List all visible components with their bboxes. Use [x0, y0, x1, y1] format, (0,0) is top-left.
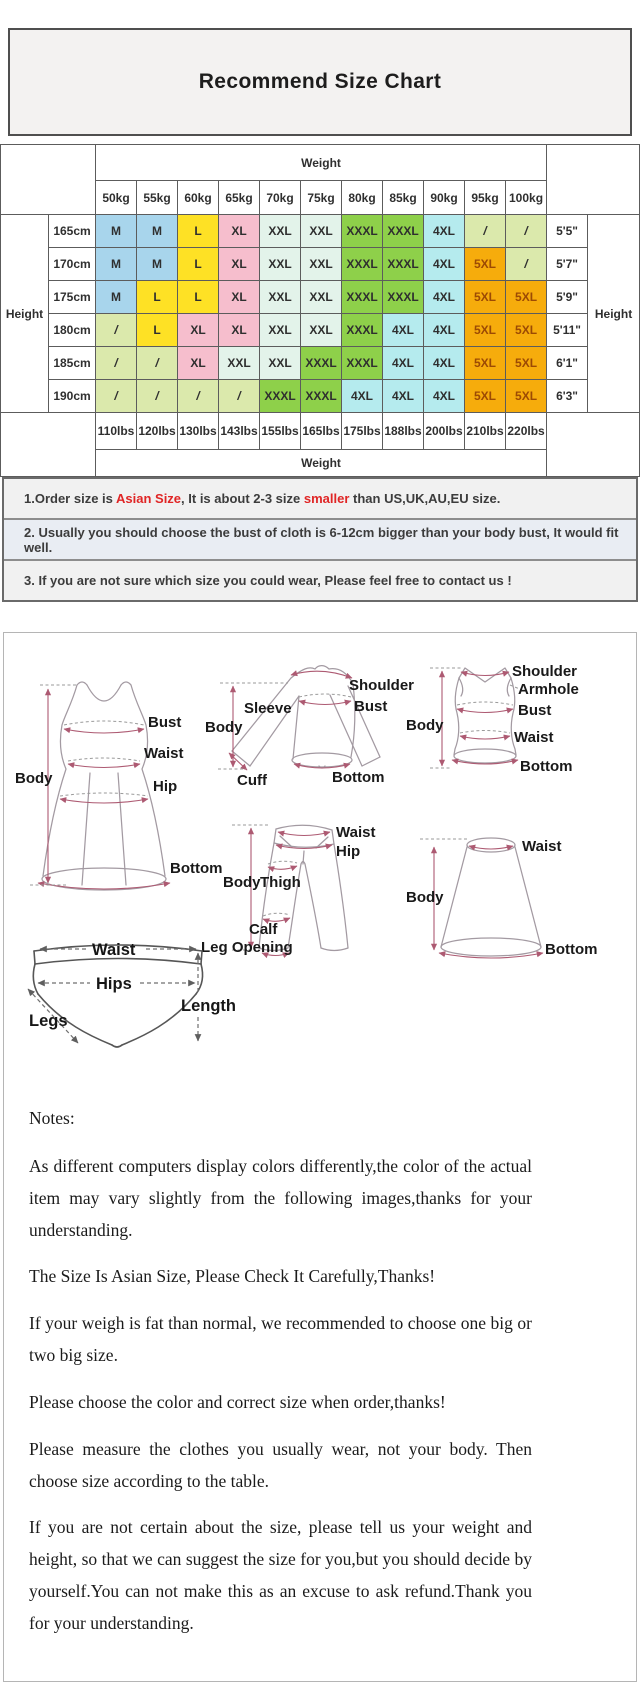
size-cell-r1-c9: 5XL: [465, 248, 506, 281]
smaller-highlight: smaller: [303, 491, 350, 506]
kg-header-1: 55kg: [137, 181, 178, 215]
size-cell-r3-c3: XL: [219, 314, 260, 347]
vest-body-label: Body: [406, 717, 444, 734]
kg-header-9: 95kg: [465, 181, 506, 215]
measurement-guide-panel: [3, 632, 637, 1682]
skirt-body-label: Body: [406, 889, 444, 906]
skirt-diagram: [406, 838, 598, 958]
kg-header-2: 60kg: [178, 181, 219, 215]
size-cell-r0-c8: 4XL: [424, 215, 465, 248]
kg-header-5: 75kg: [301, 181, 342, 215]
size-cell-r4-c9: 5XL: [465, 347, 506, 380]
size-cell-r1-c4: XXL: [260, 248, 301, 281]
order-note-1: [4, 479, 636, 518]
height-ft-2: 5'9": [547, 281, 588, 314]
bottom-notes-paragraphs: [29, 1151, 532, 1640]
height-ft-1: 5'7": [547, 248, 588, 281]
lbs-label-8: 200lbs: [424, 413, 465, 450]
bottom-note-paragraph-1: As different computers display colors differently,the color of the actual item may vary slightly from the following images,thanks for your understanding.: [29, 1155, 532, 1240]
dress-hip-label: Hip: [153, 778, 178, 795]
height-ft-4: 6'1": [547, 347, 588, 380]
size-cell-r4-c3: XXL: [219, 347, 260, 380]
size-cell-r0-c2: L: [178, 215, 219, 248]
page-title: Recommend Size Chart: [198, 70, 442, 93]
order-note-2-text: 2. Usually you should choose the bust of cloth is 6-12cm bigger than your body bust, It would fit well.: [24, 524, 619, 555]
briefs-length-label: Length: [181, 997, 236, 1015]
bottom-note-paragraph-2: The Size Is Asian Size, Please Check It Carefully,Thanks!: [29, 1266, 436, 1287]
briefs-hips-label: Hips: [96, 975, 132, 993]
size-cell-r0-c0: M: [96, 215, 137, 248]
top-bottom-label: Bottom: [332, 769, 385, 786]
size-cell-r2-c9: 5XL: [465, 281, 506, 314]
size-cell-r2-c10: 5XL: [506, 281, 547, 314]
size-cell-r0-c1: M: [137, 215, 178, 248]
order-note-2: [4, 518, 636, 559]
size-cell-r0-c5: XXL: [301, 215, 342, 248]
size-cell-r2-c5: XXL: [301, 281, 342, 314]
size-cell-r3-c1: L: [137, 314, 178, 347]
table-corner-bottom-right: [547, 413, 640, 477]
size-cell-r2-c1: L: [137, 281, 178, 314]
size-cell-r5-c5: XXXL: [301, 380, 342, 413]
top-diagram: [205, 666, 414, 789]
lbs-label-7: 188lbs: [383, 413, 424, 450]
pants-thigh-label: Thigh: [260, 874, 301, 891]
bottom-notes: [29, 1103, 532, 1640]
lbs-label-0: 110lbs: [96, 413, 137, 450]
height-ft-5: 6'3": [547, 380, 588, 413]
briefs-waist-label: Waist: [92, 941, 136, 959]
vest-bust-label: Bust: [518, 702, 552, 719]
lbs-label-2: 130lbs: [178, 413, 219, 450]
size-cell-r4-c2: XL: [178, 347, 219, 380]
size-cell-r4-c0: /: [96, 347, 137, 380]
dress-diagram: [15, 682, 223, 890]
height-cm-4: 185cm: [49, 347, 96, 380]
size-cell-r5-c2: /: [178, 380, 219, 413]
height-label-left: Height: [1, 215, 49, 413]
dress-body-label: Body: [15, 770, 53, 787]
size-cell-r2-c6: XXXL: [342, 281, 383, 314]
vest-diagram: [406, 663, 579, 775]
height-ft-0: 5'5": [547, 215, 588, 248]
size-cell-r4-c6: XXXL: [342, 347, 383, 380]
size-cell-r0-c3: XL: [219, 215, 260, 248]
size-chart-table: [0, 144, 640, 477]
order-note-3: [4, 559, 636, 600]
size-cell-r1-c1: M: [137, 248, 178, 281]
size-cell-r5-c1: /: [137, 380, 178, 413]
skirt-bottom-label: Bottom: [545, 941, 598, 958]
size-cell-r0-c9: /: [465, 215, 506, 248]
height-label-right: Height: [588, 215, 640, 413]
size-cell-r5-c8: 4XL: [424, 380, 465, 413]
bottom-note-paragraph-5: Please measure the clothes you usually wear, not your body. Then choose size according to the table.: [29, 1438, 532, 1491]
size-cell-r4-c8: 4XL: [424, 347, 465, 380]
title-panel: [8, 28, 632, 136]
size-cell-r1-c0: M: [96, 248, 137, 281]
kg-header-3: 65kg: [219, 181, 260, 215]
bottom-note-paragraph-3: If your weigh is fat than normal, we recommended to choose one big or two big size.: [29, 1313, 532, 1366]
size-cell-r1-c6: XXXL: [342, 248, 383, 281]
pants-diagram: [201, 824, 375, 956]
dress-bust-label: Bust: [148, 714, 182, 731]
order-notes: [2, 477, 638, 602]
top-bust-label: Bust: [354, 698, 388, 715]
height-ft-3: 5'11": [547, 314, 588, 347]
top-body-label: Body: [205, 719, 243, 736]
size-cell-r4-c1: /: [137, 347, 178, 380]
height-cm-1: 170cm: [49, 248, 96, 281]
size-cell-r1-c2: L: [178, 248, 219, 281]
size-cell-r3-c7: 4XL: [383, 314, 424, 347]
size-cell-r5-c9: 5XL: [465, 380, 506, 413]
size-table-body: [1, 145, 640, 477]
size-cell-r3-c0: /: [96, 314, 137, 347]
lbs-label-6: 175lbs: [342, 413, 383, 450]
height-cm-0: 165cm: [49, 215, 96, 248]
size-cell-r2-c4: XXL: [260, 281, 301, 314]
order-note-3-text: 3. If you are not sure which size you could wear, Please feel free to contact us !: [24, 573, 512, 588]
size-cell-r5-c0: /: [96, 380, 137, 413]
size-cell-r3-c9: 5XL: [465, 314, 506, 347]
height-cm-2: 175cm: [49, 281, 96, 314]
lbs-label-4: 155lbs: [260, 413, 301, 450]
size-cell-r0-c7: XXXL: [383, 215, 424, 248]
kg-header-0: 50kg: [96, 181, 137, 215]
bottom-notes-heading: Notes:: [29, 1108, 75, 1128]
size-cell-r4-c7: 4XL: [383, 347, 424, 380]
size-cell-r4-c10: 5XL: [506, 347, 547, 380]
pants-waist-label: Waist: [336, 824, 376, 841]
size-cell-r1-c7: XXXL: [383, 248, 424, 281]
size-cell-r2-c2: L: [178, 281, 219, 314]
pants-calf-label: Calf: [249, 921, 278, 938]
kg-header-10: 100kg: [506, 181, 547, 215]
size-cell-r5-c7: 4XL: [383, 380, 424, 413]
size-cell-r3-c4: XXL: [260, 314, 301, 347]
dress-bottom-label: Bottom: [170, 860, 223, 877]
size-cell-r5-c6: 4XL: [342, 380, 383, 413]
kg-header-6: 80kg: [342, 181, 383, 215]
size-cell-r2-c0: M: [96, 281, 137, 314]
lbs-label-9: 210lbs: [465, 413, 506, 450]
size-cell-r1-c3: XL: [219, 248, 260, 281]
vest-armhole-label: Armhole: [518, 681, 579, 698]
bottom-note-paragraph-4: Please choose the color and correct size when order,thanks!: [29, 1391, 446, 1412]
vest-waist-label: Waist: [514, 729, 554, 746]
height-cm-3: 180cm: [49, 314, 96, 347]
lbs-label-5: 165lbs: [301, 413, 342, 450]
top-sleeve-label: Sleeve: [244, 700, 292, 717]
lbs-label-10: 220lbs: [506, 413, 547, 450]
size-cell-r2-c8: 4XL: [424, 281, 465, 314]
size-cell-r0-c6: XXXL: [342, 215, 383, 248]
size-cell-r3-c2: XL: [178, 314, 219, 347]
pants-hip-label: Hip: [336, 843, 361, 860]
size-cell-r1-c5: XXL: [301, 248, 342, 281]
kg-header-4: 70kg: [260, 181, 301, 215]
kg-header-8: 90kg: [424, 181, 465, 215]
size-cell-r4-c4: XXL: [260, 347, 301, 380]
table-corner-bottom-left: [1, 413, 96, 477]
table-corner-top-right: [547, 145, 640, 215]
table-corner-top-left: [1, 145, 96, 215]
size-cell-r1-c8: 4XL: [424, 248, 465, 281]
size-cell-r3-c10: 5XL: [506, 314, 547, 347]
briefs-diagram: [28, 941, 236, 1047]
size-cell-r3-c6: XXXL: [342, 314, 383, 347]
vest-bottom-label: Bottom: [520, 758, 573, 775]
size-cell-r3-c5: XXL: [301, 314, 342, 347]
size-cell-r3-c8: 4XL: [424, 314, 465, 347]
lbs-label-3: 143lbs: [219, 413, 260, 450]
size-cell-r5-c10: 5XL: [506, 380, 547, 413]
size-cell-r5-c4: XXXL: [260, 380, 301, 413]
size-cell-r4-c5: XXXL: [301, 347, 342, 380]
bottom-note-paragraph-6: If you are not certain about the size, please tell us your weight and height, so that we can suggest the size for you,but you should decide by yourself.You can not make this as an excuse to ask refund.Thank you for your understanding.: [29, 1517, 532, 1633]
dress-waist-label: Waist: [144, 745, 184, 762]
pants-leg-opening-label: Leg Opening: [201, 939, 293, 956]
measurement-guide-diagrams: [4, 633, 638, 1061]
top-shoulder-label: Shoulder: [349, 677, 415, 694]
vest-shoulder-label: Shoulder: [512, 663, 578, 680]
size-cell-r5-c3: /: [219, 380, 260, 413]
size-cell-r2-c3: XL: [219, 281, 260, 314]
skirt-waist-label: Waist: [522, 838, 562, 855]
asian-size-highlight: Asian Size: [116, 491, 182, 506]
lbs-label-1: 120lbs: [137, 413, 178, 450]
weight-header: Weight: [96, 145, 547, 181]
height-cm-5: 190cm: [49, 380, 96, 413]
size-cell-r2-c7: XXXL: [383, 281, 424, 314]
size-cell-r1-c10: /: [506, 248, 547, 281]
size-cell-r0-c10: /: [506, 215, 547, 248]
order-note-1-text: 1.Order size is Asian Size, It is about 2-3 size smaller than US,UK,AU,EU size.: [24, 491, 501, 506]
size-cell-r0-c4: XXL: [260, 215, 301, 248]
pants-body-label: Body: [223, 874, 261, 891]
top-cuff-label: Cuff: [237, 772, 267, 789]
briefs-legs-label: Legs: [29, 1012, 68, 1030]
kg-header-7: 85kg: [383, 181, 424, 215]
weight-footer: Weight: [96, 450, 547, 477]
